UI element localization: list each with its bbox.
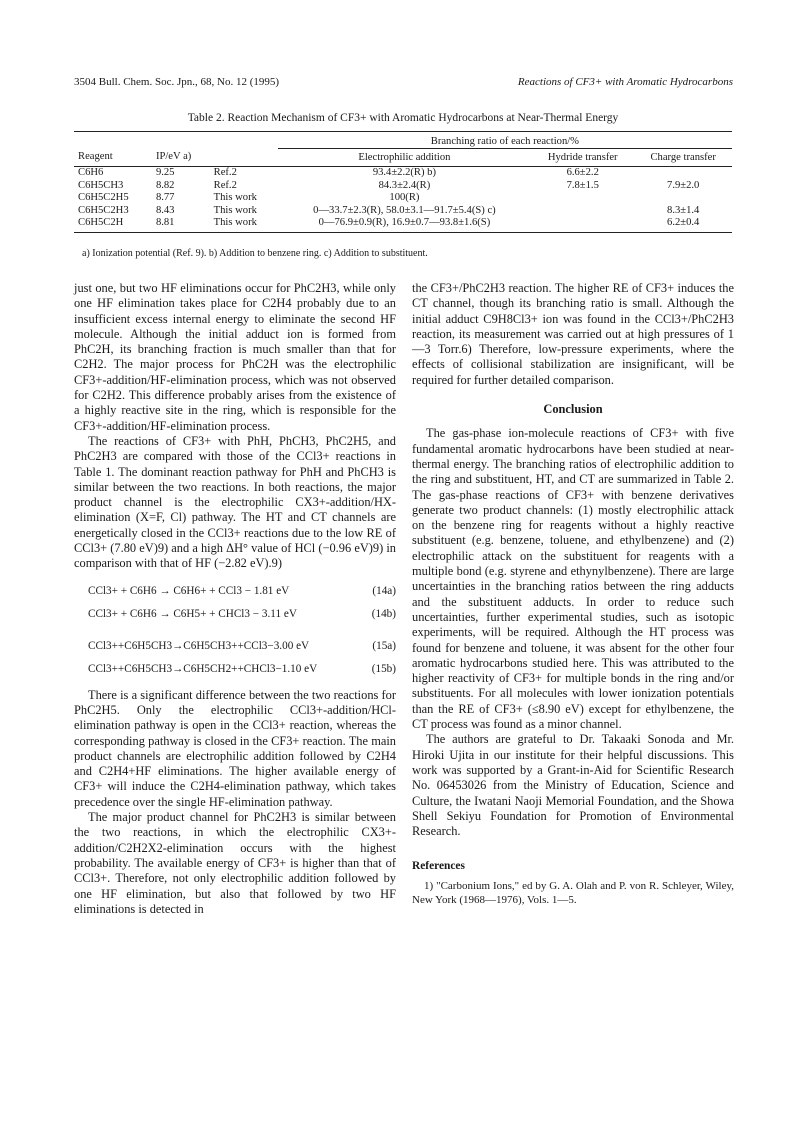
equation-number: (15b) <box>371 662 396 675</box>
cell-charge: 6.2±0.4 <box>634 217 732 232</box>
cell-ref: This work <box>213 192 257 203</box>
col-reagent: Reagent <box>74 149 152 167</box>
table-row <box>74 217 732 232</box>
col-charge: Charge transfer <box>634 149 732 167</box>
cell-ip: 8.81 <box>152 217 210 232</box>
equation-15a <box>88 639 396 653</box>
paragraph: The gas-phase ion-molecule reactions of CF3+ with five fundamental aromatic hydrocarbons have been studied at near-thermal energy. The branching ratios of electrophilic addition to the ring and substituent, HT, and CT are summarized in Table 2. The gas-phase reactions of CF3+ with benzene derivatives generate two product channels: (1) mostly electrophilic attack on the benzene ring for reagents without a highly reactive substituent (e.g. benzene, toluene, and ethylbenzene) and (2) electrophilic attack on the substituent for reagents with a multiple bond (e.g. styrene and ethynylbenzene). There are large uncertainties in the branching ratios between the ring adducts and the substituent adducts. In order to reduce such uncertainties, further experimental studies, such as isotopic experiments, will be required. Although the HT process was found for benzene and toluene, it was absent for the other four aromatic hydrocarbons studied here. This was attributed to the higher reactivity of CF3+ for multiple bonds in the ring and/or substituents. For all molecules with lower ionization potentials than the RE of CF3+ (≤8.90 eV) except for ethylbenzene, the CT process was found as a minor channel. <box>412 426 734 732</box>
branching-group-header: Branching ratio of each reaction/% <box>430 136 580 147</box>
table-caption: Table 2. Reaction Mechanism of CF3+ with Aromatic Hydrocarbons at Near-Thermal Energy <box>187 112 619 124</box>
equation-number: (14a) <box>372 584 396 597</box>
col-hydride: Hydride transfer <box>531 149 634 167</box>
right-column <box>412 281 734 907</box>
section-heading-references: References <box>412 860 465 873</box>
cell-hydride <box>531 192 634 205</box>
cell-reagent: C6H5C2H <box>74 217 152 232</box>
acknowledgment: The authors are grateful to Dr. Takaaki Sonoda and Mr. Hiroki Ujita in our institute for their helpful discussions. This work was supported by a Grant-in-Aid for Scientific Research No. 06453026 from the Ministry of Education, Science and Culture, the Iwatani Naoji Memorial Foundation, and the Showa Shell Sekiyu Foundation for Promotion of Environmental Research. <box>412 732 734 839</box>
equation-text: CCl3++C6H5CH3→C6H5CH2++CHCl3−1.10 eV <box>88 662 318 675</box>
equation-15b <box>88 662 396 676</box>
cell-hydride: 6.6±2.2 <box>566 167 599 178</box>
table-row <box>74 180 732 193</box>
cell-ref: Ref.2 <box>213 179 237 191</box>
equation-14b <box>88 607 396 621</box>
cell-ip: 8.43 <box>155 204 175 216</box>
cell-ip: 8.82 <box>155 179 175 191</box>
cell-electrophilic: 84.3±2.4(R) <box>378 179 431 191</box>
table-footnote: a) Ionization potential (Ref. 9). b) Addition to benzene ring. c) Addition to substituent. <box>82 248 428 259</box>
reaction-table <box>74 131 732 233</box>
cell-reagent: C6H5C2H5 <box>78 192 129 203</box>
table-row <box>74 192 732 205</box>
cell-reagent: C6H6 <box>78 167 104 178</box>
cell-ref: This work <box>210 217 278 232</box>
cell-charge: 7.9±2.0 <box>667 179 700 191</box>
paragraph: just one, but two HF eliminations occur for PhC2H3, while only one HF elimination takes place for C2H4 probably due to an insufficient excess internal energy to eliminate the second HF molecule. Although the initial adduct ion is formed from PhC2H, its branching fraction is much smaller than that for C2H2. The major process for PhC2H was the electrophilic CF3+-addition/HF-elimination process, which was not observed for C2H2. This difference probably arises from the existence of a highly reactive site in the ring, which is responsible for the CF3+-addition/HF-elimination process. <box>74 281 396 433</box>
cell-reagent: C6H5C2H3 <box>78 204 129 216</box>
cell-electrophilic: 100(R) <box>389 192 420 203</box>
left-column <box>74 281 396 917</box>
cell-hydride <box>531 205 634 218</box>
table-row <box>74 167 732 180</box>
paragraph: The major product channel for PhC2H3 is similar between the two reactions, in which the electrophilic CX3+-addition/C2H2X2-elimination occurs with the highest probability. The available energy of CF3+ is higher than that of CCl3+. Therefore, not only electrophilic addition followed by one HF elimination, but also that followed by two HF eliminations is detected in <box>74 810 396 916</box>
cell-electrophilic: 0—33.7±2.3(R), 58.0±3.1—91.7±5.4(S) c) <box>313 204 496 216</box>
cell-hydride <box>531 217 634 232</box>
col-ip: IP/eV a) <box>152 149 210 167</box>
cell-charge <box>634 167 732 180</box>
cell-hydride: 7.8±1.5 <box>566 179 599 191</box>
paragraph: There is a significant difference between the two reactions for PhC2H5. Only the electrophilic CCl3+-addition/HCl-elimination pathway is open in the CCl3+ reaction, whereas the corresponding pathway is closed in the CF3+ reaction. The main product channels are electrophilic addition followed by C2H4 and C2H4+HF eliminations. The higher available energy of CF3+ will induce the C2H4-elimination pathway, which takes precedence over the single HF-elimination pathway. <box>74 687 396 809</box>
equation-text: CCl3++C6H5CH3→C6H5CH3++CCl3−3.00 eV <box>88 639 310 652</box>
equation-number: (15a) <box>372 639 396 652</box>
reference-item: 1) "Carbonium Ions," ed by G. A. Olah and P. von R. Schleyer, Wiley, New York (1968—1976), Vols. 1—5. <box>412 879 734 906</box>
cell-ref: This work <box>213 204 257 216</box>
cell-charge <box>634 192 732 205</box>
cell-electrophilic: 0—76.9±0.9(R), 16.9±0.7—93.8±1.6(S) <box>278 217 531 232</box>
col-electrophilic: Electrophilic addition <box>278 149 531 167</box>
cell-ip: 8.77 <box>155 192 175 203</box>
section-heading-conclusion: Conclusion <box>543 402 603 417</box>
equation-14a <box>88 584 396 598</box>
running-header-right: Reactions of CF3+ with Aromatic Hydrocarbons <box>517 76 733 88</box>
equation-text: CCl3+ + C6H6 → C6H6+ + CCl3 − 1.81 eV <box>88 584 290 597</box>
paragraph: The reactions of CF3+ with PhH, PhCH3, PhC2H5, and PhC2H3 are compared with those of the CCl3+ reactions in Table 1. The dominant reaction pathway for PhH and PhCH3 is similar between the two reactions. In both reactions, the major product channel is the electrophilic CX3+-addition/HX-elimination (X=F, Cl) pathway. The HT and CT channels are energetically closed in the CCl3+ reactions due to the low RE of CCl3+ (7.80 eV)9) and a high ΔH° value of HCl (−0.96 eV)9) in comparison with that of HF (−2.82 eV).9) <box>74 433 396 571</box>
cell-ip: 9.25 <box>155 167 175 178</box>
cell-electrophilic: 93.4±2.2(R) b) <box>372 167 437 178</box>
equation-number: (14b) <box>371 607 396 620</box>
cell-charge: 8.3±1.4 <box>667 204 700 216</box>
running-header-left: 3504 Bull. Chem. Soc. Jpn., 68, No. 12 (1995) <box>74 76 280 88</box>
paragraph: the CF3+/PhC2H3 reaction. The higher RE of CF3+ induces the CT channel, though its branching ratio is small. Although the initial adduct C9H8Cl3+ ion was found in the CCl3+/PhC2H3 reaction, its measurement was carried out at high pressures of 1—3 Torr.6) Therefore, low-pressure experiments, where the effects of collisional stabilization are insignificant, will be required for further detailed comparison. <box>412 281 734 387</box>
equation-text: CCl3+ + C6H6 → C6H5+ + CHCl3 − 3.11 eV <box>88 607 297 620</box>
table-row <box>74 205 732 218</box>
cell-reagent: C6H5CH3 <box>78 179 124 191</box>
cell-ref: Ref.2 <box>213 167 237 178</box>
